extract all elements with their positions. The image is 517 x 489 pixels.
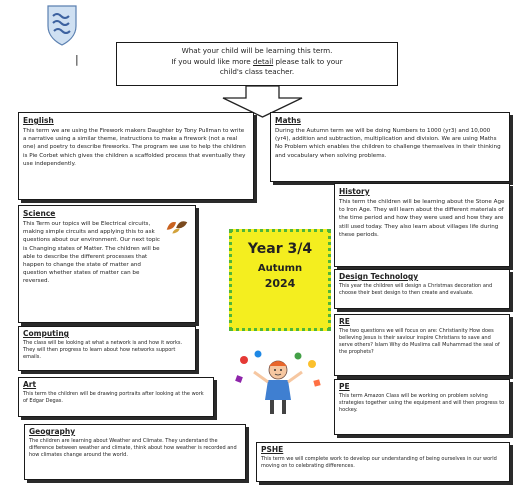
pshe-title: PSHE xyxy=(261,445,284,454)
history-box xyxy=(334,183,510,267)
re-title: RE xyxy=(339,317,350,326)
english-title: English xyxy=(23,116,54,125)
design-technology-title: Design Technology xyxy=(339,272,419,281)
text-cursor-icon: | xyxy=(75,53,79,66)
art-box xyxy=(18,377,214,417)
re-box xyxy=(334,314,510,376)
computing-box xyxy=(18,326,196,371)
year-term-title-box xyxy=(229,229,331,331)
term-title: Autumn xyxy=(257,263,303,274)
geography-text: The children are learning about Weather and Climate. They understand the difference between weather and climate, think about how weather is recorded and how climates change around the world. xyxy=(29,438,237,458)
art-title: Art xyxy=(23,380,37,389)
maths-box xyxy=(270,112,510,182)
intro-box xyxy=(116,42,398,86)
pe-box xyxy=(334,379,510,435)
geography-title: Geography xyxy=(29,427,76,436)
intro-line-2 xyxy=(117,57,397,68)
art-text: This term the children will be drawing portraits after looking at the work of Edgar Degas. xyxy=(23,391,204,404)
intro-line-2c: please talk to your xyxy=(273,56,343,66)
school-logo-icon xyxy=(44,4,80,46)
pe-text: This term Amazon Class will be working on problem solving strategies together using the equipment and will then progress to hockey. xyxy=(339,393,505,413)
computing-title: Computing xyxy=(23,329,70,338)
year-title: Year 3/4 xyxy=(247,241,313,257)
science-text: This Term our topics will be Electrical circuits, making simple circuits and applying this to ask questions about our environment. Our next topic is Changing states of Matter. The children will be able to describe the different processes that happen to change the state of matter and question whether states of matter can be reversed. xyxy=(23,221,160,285)
intro-detail-word: detail xyxy=(252,56,274,66)
geography-box xyxy=(24,424,246,480)
pshe-text: This term we will complete work to develop our understanding of being ourselves in our world moving on to celebrating differences. xyxy=(261,456,497,469)
english-text: This term we are using the Firework makers Daughter by Tony Pullman to write a narrative using a similar theme, instructions to make a firework (not a real one) and poetry to describe fireworks. The program we use to help the children is Pie Corbet which gives the children a scaffolded process that eventually they use independently. xyxy=(23,128,246,167)
history-title: History xyxy=(339,187,370,196)
intro-line-1: What your child will be learning this term. xyxy=(181,46,333,55)
computing-text: The class will be looking at what a network is and how it works. They will then progress to learn about how networks support emails. xyxy=(23,340,183,360)
design-technology-text: This year the children will design a Christmas decoration and choose their best design to then create and evaluate. xyxy=(339,283,493,296)
leaves-icon xyxy=(163,216,191,236)
year-date: 2024 xyxy=(264,277,296,290)
design-technology-box xyxy=(334,269,510,309)
intro-line-2a: If you would like more xyxy=(171,56,253,66)
science-title: Science xyxy=(23,209,56,218)
english-box xyxy=(18,112,254,200)
boy-juggling-icon xyxy=(232,350,324,420)
intro-line-3: child's class teacher. xyxy=(219,67,295,76)
history-text: This term the children will be learning about the Stone Age to Iron Age. They will learn about the different materials of the time period and how they were used and how they are still used today. They also learn about villages life during these periods. xyxy=(339,199,505,238)
pshe-box xyxy=(256,442,510,482)
science-box xyxy=(18,205,196,323)
pe-title: PE xyxy=(339,382,350,391)
re-text: The two questions we will focus on are: Christianity How does believing Jesus is their saviour inspire Christians to save and serve others? Islam Why do Muslims call Muhammad the seal of the prophets? xyxy=(339,328,500,355)
maths-title: Maths xyxy=(275,116,301,125)
maths-text: During the Autumn term we will be doing Numbers to 1000 (yr3) and 10,000 (yr4), addition and subtraction, multiplication and division. We are using Maths No Problem which enables the children to challenge themselves in their thinking and vocabulary when solving problems. xyxy=(275,128,501,159)
